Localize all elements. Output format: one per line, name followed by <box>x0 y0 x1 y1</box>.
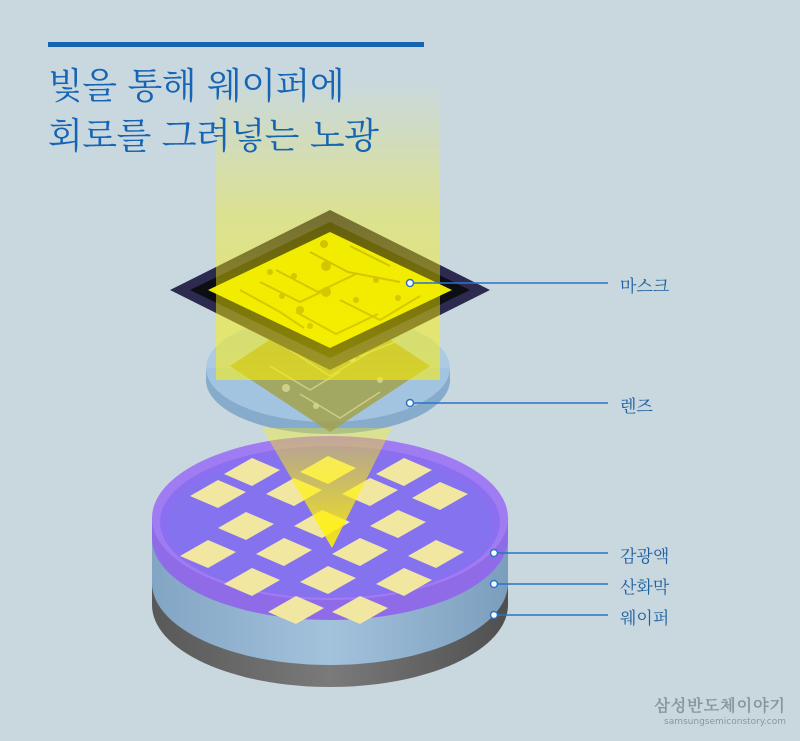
label-photoresist: 감광액 <box>620 547 670 567</box>
label-oxide: 산화막 <box>620 578 670 598</box>
label-lens: 렌즈 <box>620 397 653 417</box>
label-mask: 마스크 <box>620 277 670 297</box>
label-wafer: 웨이퍼 <box>620 609 670 629</box>
brand-watermark <box>654 693 786 727</box>
brand-name: 삼성반도체이야기 <box>654 696 786 715</box>
title-line-1: 빛을 통해 웨이퍼에 <box>48 66 345 107</box>
title-line-2: 회로를 그려넣는 노광 <box>48 116 379 157</box>
brand-url: samsungsemiconstory.com <box>664 717 786 727</box>
page-title <box>48 62 378 162</box>
